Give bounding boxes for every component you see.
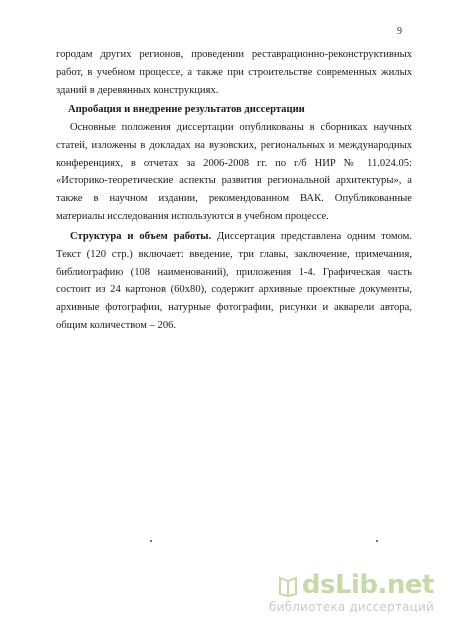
text-line: материалы исследования используются в учебном процессе. <box>56 210 329 222</box>
page-number: 9 <box>397 26 402 37</box>
paragraph-approbation <box>56 119 412 226</box>
paragraph-continuation <box>56 46 412 99</box>
structure-lead-rest: Диссертация представлена одним томом. <box>211 231 412 242</box>
structure-lead: Структура и объем работы. <box>70 231 212 242</box>
text-line: зданий в деревянных конструкциях. <box>56 84 219 96</box>
text-line: состоит из 24 картонов (60х80), содержит архивные проектные документы, <box>56 284 412 296</box>
watermark-logo <box>269 570 434 600</box>
text-line: также в научном издании, рекомендованном ВАК. Опубликованные <box>56 193 412 205</box>
text-line: Основные положения диссертации опубликованы в сборниках научных <box>70 122 412 133</box>
section-heading: Апробация и внедрение результатов диссертации <box>68 104 305 115</box>
text-line: конференциях, в отчетах за 2006-2008 гг. по г/б НИР № 11.024.05: <box>56 157 412 169</box>
text-line: городам других регионов, проведении реставрационно-реконструктивных <box>56 49 412 60</box>
scan-dot <box>376 540 378 542</box>
watermark-subtitle: библиотека диссертаций <box>269 600 434 614</box>
text-line: библиографию (108 наименований), приложения 1-4. Графическая часть <box>56 266 412 278</box>
text-line: «Историко-теоретические аспекты развития региональной архитектуры», а <box>56 175 412 187</box>
text-line <box>56 228 412 246</box>
watermark <box>269 570 434 614</box>
text-line: архивные фотографии, натурные фотографии, рисунки и акварели автора, <box>56 302 412 314</box>
scan-dot <box>150 540 152 542</box>
text-line: работ, в учебном процессе, а также при строительстве современных жилых <box>56 66 412 78</box>
book-icon <box>278 574 298 596</box>
text-line: общим количеством – 206. <box>56 319 177 331</box>
text-line: статей, изложены в докладах на вузовских, региональных и международных <box>56 139 412 151</box>
paragraph-structure <box>56 228 412 335</box>
text-line: Текст (120 стр.) включает: введение, три главы, заключение, примечания, <box>56 248 412 260</box>
watermark-logo-text: dsLib.net <box>301 570 434 600</box>
